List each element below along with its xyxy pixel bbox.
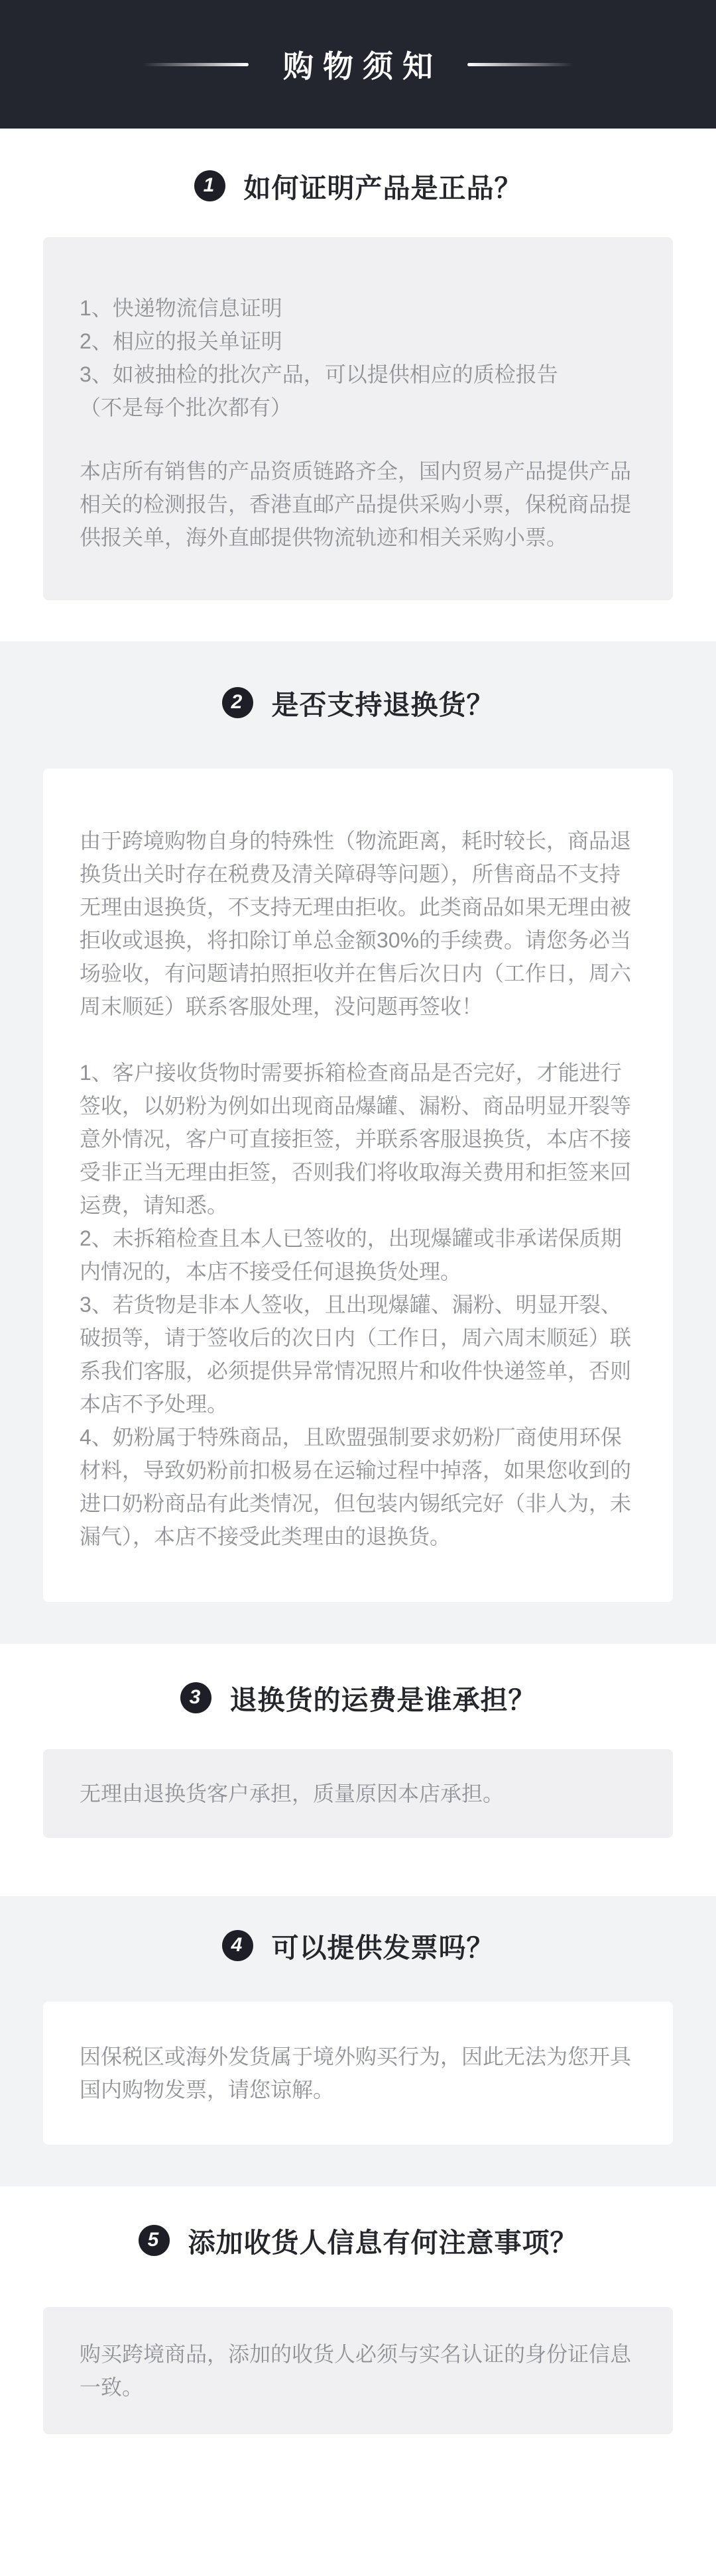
returns-rule-item: 2、未拆箱检查且本人已签收的，出现爆罐或非承诺保质期内情况的，本店不接受任何退换货处理。 <box>80 1226 622 1283</box>
section-3-title-row <box>0 1676 716 1719</box>
section-5-content-box <box>43 2307 673 2434</box>
proof-list-line: 2、相应的报关单证明 <box>80 329 282 353</box>
proof-list-line: 3、如被抽检的批次产品，可以提供相应的质检报告 <box>80 362 558 386</box>
section-5-paragraph: 购买跨境商品，添加的收货人必须与实名认证的身份证信息一致。 <box>80 2342 632 2399</box>
proof-list-line: （不是每个批次都有） <box>80 396 292 419</box>
page-title: 购物须知 <box>283 49 442 83</box>
section-3-title: 退换货的运费是谁承担？ <box>229 1684 536 1715</box>
section-authenticity <box>0 129 716 600</box>
section-2-title: 是否支持退换货？ <box>271 689 495 720</box>
header-decor-line-right-icon <box>467 63 573 66</box>
section-3-content-box <box>43 1749 673 1838</box>
section-4-title: 可以提供发票吗？ <box>271 1932 495 1963</box>
section-2-title-row <box>0 681 716 724</box>
header-decor-line-left-icon <box>143 63 249 66</box>
section-recipient-info <box>0 2186 716 2473</box>
section-4-content-box <box>43 2002 673 2145</box>
returns-rule-item: 3、若货物是非本人签收，且出现爆罐、漏粉、明显开裂、破损等，请于签收后的次日内（工作日，周六周末顺延）联系我们客服，必须提供异常情况照片和收件快递签单，否则本店不予处理。 <box>80 1293 632 1416</box>
section-1-title: 如何证明产品是正品？ <box>243 172 522 203</box>
returns-rule-item: 4、奶粉属于特殊商品，且欧盟强制要求奶粉厂商使用环保材料，导致奶粉前扣极易在运输过程中掉落，如果您收到的进口奶粉商品有此类情况，但包装内锡纸完好（非人为，未漏气），本店不接受此类理由的退换货。 <box>80 1425 632 1548</box>
returns-rule-item: 1、客户接收货物时需要拆箱检查商品是否完好，才能进行签收，以奶粉为例如出现商品爆罐、漏粉、商品明显开裂等意外情况，客户可直接拒签，并联系客服退换货，本店不接受非正当无理由拒签，否则我们将收取海关费用和拒签来回运费，请知悉。 <box>80 1061 632 1217</box>
section-shipping-fee <box>0 1644 716 1838</box>
section-returns <box>0 641 716 1644</box>
section-5-title: 添加收货人信息有何注意事项？ <box>188 2227 578 2258</box>
section-4-paragraph: 因保税区或海外发货属于境外购买行为，因此无法为您开具国内购物发票，请您谅解。 <box>80 2045 632 2102</box>
section-4-number-badge: 4 <box>222 1930 253 1961</box>
section-3-number-badge: 3 <box>180 1682 211 1713</box>
section-4-title-row <box>0 1924 716 1966</box>
section-1-title-row <box>0 164 716 207</box>
section-2-content-box <box>43 769 673 1602</box>
returns-intro-paragraph: 由于跨境购物自身的特殊性（物流距离，耗时较长，商品退换货出关时存在税费及清关障碍等问题），所售商品不支持无理由退换货，不支持无理由拒收。此类商品如果无理由被拒收或退换，将扣除订单总金额30%的手续费。请您务必当场验收，有问题请拍照拒收并在售后次日内（工作日，周六周末顺延）联系客服处理，没问题再签收！ <box>80 829 632 1018</box>
section-1-number-badge: 1 <box>194 170 225 201</box>
proof-list-line: 1、快递物流信息证明 <box>80 296 282 320</box>
section-1-content-box <box>43 237 673 600</box>
header-banner <box>0 0 716 129</box>
section-3-paragraph: 无理由退换货客户承担，质量原因本店承担。 <box>80 1782 505 1805</box>
section-5-number-badge: 5 <box>139 2225 170 2256</box>
section-invoice <box>0 1896 716 2186</box>
section-5-title-row <box>0 2219 716 2261</box>
section-2-number-badge: 2 <box>222 687 253 718</box>
section-1-paragraph: 本店所有销售的产品资质链路齐全，国内贸易产品提供产品相关的检测报告，香港直邮产品提供采购小票，保税商品提供报关单，海外直邮提供物流轨迹和相关采购小票。 <box>80 459 632 549</box>
